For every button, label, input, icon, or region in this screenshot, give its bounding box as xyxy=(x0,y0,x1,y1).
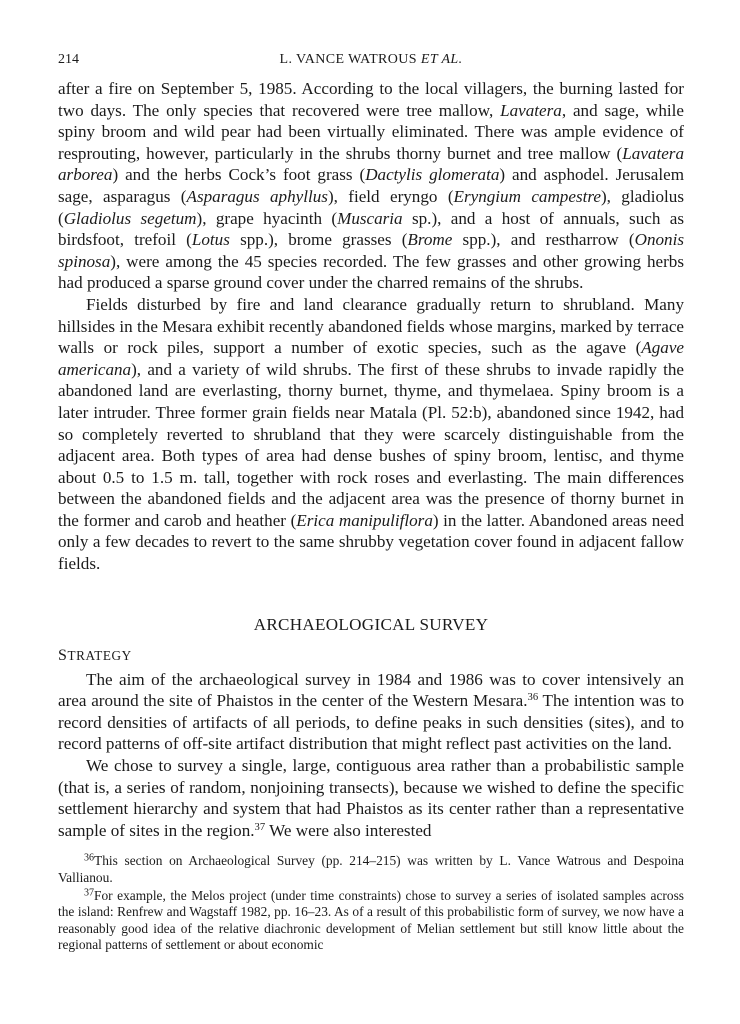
text-run: after a fire on September 5, 1985. According to the local villagers, the burning lasted for two days. The only species that recovered were tree mallow, xyxy=(58,79,684,120)
section-title: ARCHAEOLOGICAL SURVEY xyxy=(253,614,489,634)
footnote-36-text: This section on Archaeological Survey (pp. 214–215) was written by L. Vance Watrous and Despoina Vallianou. xyxy=(58,853,684,885)
text-run: ), field eryngo ( xyxy=(327,186,454,206)
text-run: ), were among the 45 species recorded. The few grasses and other growing herbs had produced a sparse ground cover under the charred remains of the shrubs. xyxy=(58,251,684,293)
running-head-etal: ET AL. xyxy=(420,52,463,67)
italic-term: Eryngium campestre xyxy=(453,186,601,206)
italic-term: Lotus xyxy=(191,230,230,250)
page-number: 214 xyxy=(58,52,79,67)
italic-term: Lavatera xyxy=(500,100,562,120)
footnote-37-text: For example, the Melos project (under time constraints) chose to survey a series of isolated samples across the island: Renfrew and Wagstaff 1982, pp. 16–23. As of a result of this probabilistic form of survey, we now have a reasonably good idea of the relative diachronic development of Melian settlement but still know little about the regional patterns of settlement or about economic xyxy=(58,888,684,952)
text-run: Fields disturbed by fire and land clearance gradually return to shrubland. Many hillsides in the Mesara exhibit recently abandoned fields whose margins, marked by terrace walls or rock piles, support a number of exotic species, such as the agave ( xyxy=(58,294,684,358)
text-run: ) and asphodel. Jerusalem sage, asparagus ( xyxy=(58,165,684,206)
italic-term: Gladiolus segetum xyxy=(63,208,197,228)
text-run: We were also interested xyxy=(265,820,432,840)
footnote-ref: 37 xyxy=(254,821,266,833)
italic-term: Asparagus aphyllus xyxy=(186,186,328,206)
paragraph-survey-choice xyxy=(58,755,684,841)
text-run: ), gladiolus ( xyxy=(58,186,684,228)
text-run: ), grape hyacinth ( xyxy=(196,208,338,228)
footnote-36-marker: 36 xyxy=(84,852,95,864)
text-run: We chose to survey a single, large, contiguous area rather than a probabilistic sample (that is, a series of random, nonjoining transects), because we wished to define the specific settlement hierarchy and system that had Phaistos as its center rather than a representative sample of sites in the region. xyxy=(58,756,684,840)
running-header xyxy=(58,52,684,78)
running-head-authors: L. VANCE WATROUS xyxy=(279,52,417,67)
footnotes xyxy=(58,853,684,953)
italic-term: Ononis spinosa xyxy=(58,230,684,271)
text-run: The aim of the archaeological survey in 1984 and 1986 was to cover intensively an area around the site of Phaistos in the center of the Western Mesara. xyxy=(58,669,684,711)
paragraph-abandoned-fields xyxy=(58,294,684,575)
footnote-ref: 36 xyxy=(527,692,539,704)
italic-term: Dactylis glomerata xyxy=(365,165,500,185)
subheading-initial: S xyxy=(58,646,68,664)
italic-term: Muscaria xyxy=(337,208,403,228)
paragraph-survey-aim xyxy=(58,669,684,755)
running-head xyxy=(118,52,684,68)
subheading-rest: TRATEGY xyxy=(67,647,132,663)
text-run: spp.), and restharrow ( xyxy=(452,230,635,250)
text-run: The intention was to record densities of artifacts of all periods, to define peaks in such densities (sites), and to record patterns of off-site artifact distribution that might reflect past activities on the land. xyxy=(58,691,684,754)
footnote-37-marker: 37 xyxy=(84,887,95,899)
italic-term: Brome xyxy=(407,230,453,250)
footnote-36 xyxy=(58,853,684,886)
text-run: ), and a variety of wild shrubs. The first of these shrubs to invade rapidly the abandoned land are everlasting, thorny burnet, thyme, and thymelaea. Spiny broom is a later intruder. Three former grain fields near Matala (Pl. 52:b), abandoned since 1942, had so completely reverted to shrubland that they were scarcely distinguishable from the adjacent area. Both types of area had dense bushes of spiny broom, lentisc, and thyme about 0.5 to 1.5 m. tall, together with rock roses and everlasting. The main differences between the abandoned fields and the adjacent area was the presence of thorny burnet in the former and carob and heather ( xyxy=(58,359,684,530)
page xyxy=(58,52,684,953)
text-run: , and sage, while spiny broom and wild pear had been virtually eliminated. There was ample evidence of resprouting, however, particularly in the shrubs thorny burnet and tree mallow ( xyxy=(58,100,684,163)
text-run: ) and the herbs Cock’s foot grass ( xyxy=(112,165,366,185)
italic-term: Agave americana xyxy=(58,338,684,379)
footnote-37 xyxy=(58,888,684,953)
subheading-strategy xyxy=(58,647,684,665)
text-run: ) in the latter. Abandoned areas need only a few decades to revert to the same shrubby vegetation cover found in adjacent fallow fields. xyxy=(58,510,685,574)
italic-term: Lavatera arborea xyxy=(58,143,684,185)
text-run: spp.), brome grasses ( xyxy=(229,230,408,250)
paragraph-fire-recovery xyxy=(58,78,684,294)
text-run: sp.), and a host of annuals, such as birdsfoot, trefoil ( xyxy=(58,208,684,250)
italic-term: Erica manipuliflora xyxy=(296,510,433,530)
